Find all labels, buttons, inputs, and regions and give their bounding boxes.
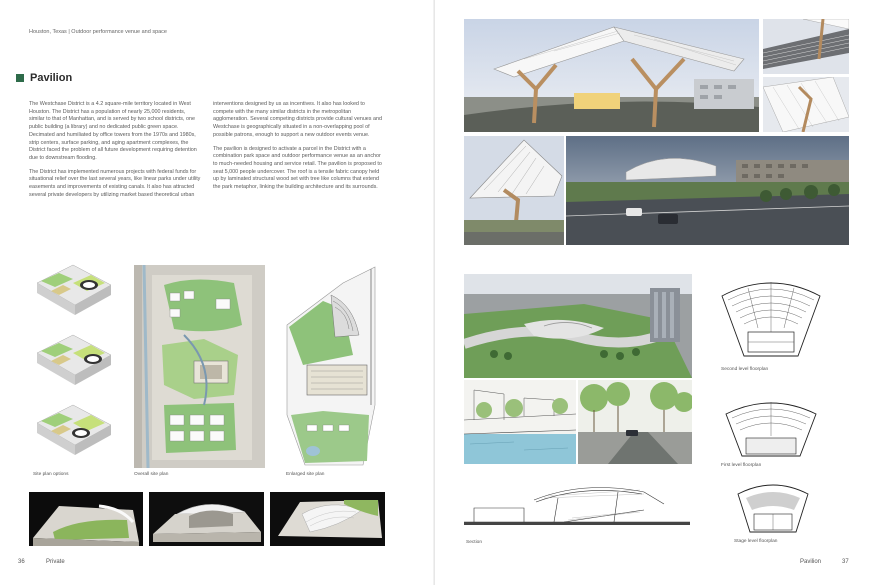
canopy-edge-rendering [464,136,564,245]
paragraph: The pavilion is designed to activate a parcel in the District with a combination park space and outdoor performance venue as an anchor to much-needed housing and service retail. The pavilion is proposed to seat 5,000 people undercover. The roof is a tensile fabric canopy held up by laminated structural wood set with tree like columns that extend the park metaphor, linking the building architecture and its surrounds. [213,145,382,191]
canopy-detail-photo [763,19,849,74]
aerial-rendering [464,274,692,378]
caption-section: Section [466,540,482,545]
canopy-structure-photo [763,77,849,132]
model-photo [29,492,143,546]
right-page [435,0,870,585]
iso-diagram [37,265,111,315]
model-photo [270,492,385,546]
enlarged-site-plan [283,265,380,468]
paragraph: The Westchase District is a 4.2 square-mile territory located in West Houston. The District has a population of nearly 25,000 residents, similar to that of Manhattan, and is served by two school districts, one public building (a library) and no dedicated public green space. Decimated and humiliated by office towers from the 1970s and 1980s, strip centers, surface parking, and aging apartment complexes, the District faced the problem of all future development requiring detention due to downstream flooding. [29,101,197,161]
page-header: Houston, Texas | Outdoor performance venue and space [29,29,167,35]
model-photo [149,492,264,546]
section-name-left: Private [46,559,65,565]
section-name-right: Pavilion [800,559,822,565]
caption-first-level: First level floorplan [721,463,762,468]
page-title: Pavilion [30,72,73,84]
pavilion-rendering [464,19,759,132]
paragraph: The District has implemented numerous projects with federal funds for situational relief over the last several years, like linear parks under utility easements and improvements of existing canals. It also has attracted several private developers by utilizing market based theoretical urban [29,168,201,198]
title-row [16,72,72,84]
stage-level-floorplan [734,480,812,536]
waterfront-sketch [464,380,576,464]
page-number-right: 37 [842,559,849,565]
second-level-floorplan [718,276,824,362]
page-number-left: 36 [18,559,25,565]
overall-site-plan [134,265,265,468]
street-sketch [578,380,692,464]
caption-stage-level: Stage level floorplan [734,539,778,544]
body-column-1 [29,101,201,205]
title-marker [16,74,24,82]
iso-diagram [37,405,111,455]
body-column-2 [213,101,385,198]
caption-second-level: Second level floorplan [721,367,769,372]
caption-overall-site-plan: Overall site plan [134,472,169,477]
iso-diagram [37,335,111,385]
section-drawing [464,478,690,538]
paragraph: interventions designed by us as incentives. It also has looked to compete with the many similar districts in the metropolitan agglomeration. Several competing districts provide cultural venues and Westchase is geographically situated in a non-overlapping pool of possible patrons, enough to support a new outdoor events venue. [213,101,382,138]
site-plan-options-diagrams [29,263,117,468]
first-level-floorplan [720,396,822,460]
caption-enlarged-site-plan: Enlarged site plan [286,472,325,477]
caption-site-plan-options: Site plan options [33,472,69,477]
street-view-rendering [566,136,849,245]
